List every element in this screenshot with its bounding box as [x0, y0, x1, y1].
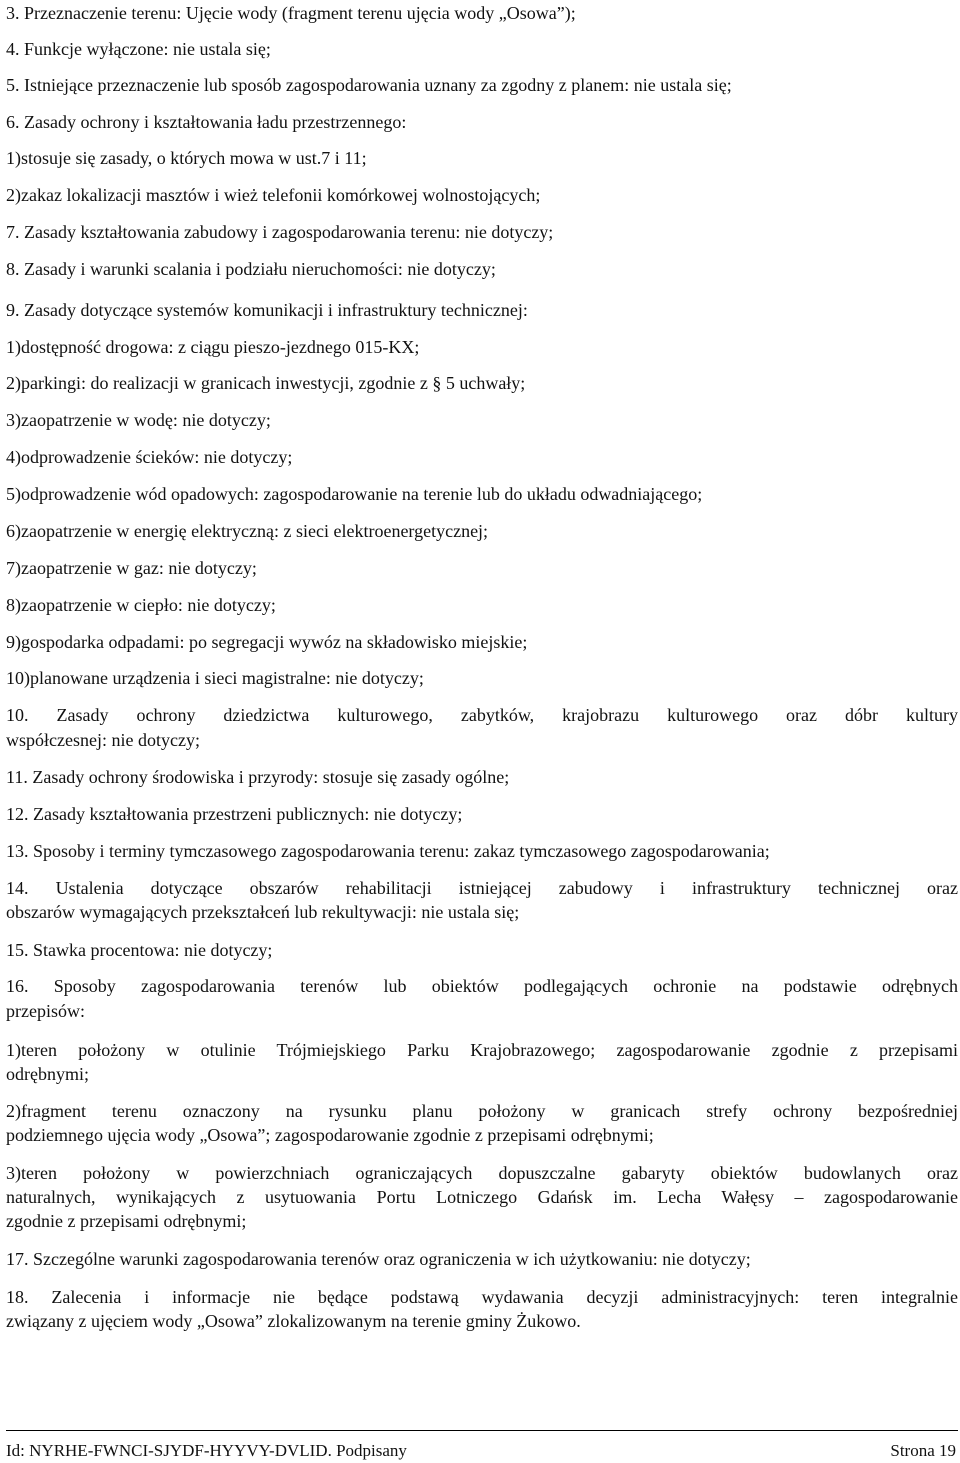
- text-line: 2)parkingi: do realizacji w granicach inwestycji, zgodnie z § 5 uchwały;: [6, 373, 526, 393]
- text-line: 9. Zasady dotyczące systemów komunikacji i infrastruktury technicznej:: [6, 300, 528, 320]
- text-line: 3)zaopatrzenie w wodę: nie dotyczy;: [6, 410, 271, 430]
- text-line: 7. Zasady kształtowania zabudowy i zagospodarowania terenu: nie dotyczy;: [6, 222, 554, 242]
- text-line: 16. Sposoby zagospodarowania terenów lub obiektów podlegających ochronie na podstawie odrębnych: [6, 976, 958, 996]
- text-line: 3. Przeznaczenie terenu: Ujęcie wody (fragment terenu ujęcia wody „Osowa”);: [6, 3, 576, 23]
- text-line: 17. Szczególne warunki zagospodarowania terenów oraz ograniczenia w ich użytkowaniu: nie dotyczy;: [6, 1249, 751, 1269]
- text-line: 1)dostępność drogowa: z ciągu pieszo-jezdnego 015-KX;: [6, 337, 420, 357]
- text-line: współczesnej: nie dotyczy;: [6, 730, 200, 750]
- text-line: 4)odprowadzenie ścieków: nie dotyczy;: [6, 447, 293, 467]
- text-line: 2)zakaz lokalizacji masztów i wież telefonii komórkowej wolnostojących;: [6, 185, 541, 205]
- text-line: 9)gospodarka odpadami: po segregacji wywóz na składowisko miejskie;: [6, 632, 528, 652]
- text-line: naturalnych, wynikających z usytuowania Portu Lotniczego Gdańsk im. Lecha Wałęsy – zagospodarowanie: [6, 1187, 958, 1207]
- text-line: obszarów wymagających przekształceń lub rekultywacji: nie ustala się;: [6, 902, 520, 922]
- text-line: 4. Funkcje wyłączone: nie ustala się;: [6, 39, 271, 59]
- text-line: 14. Ustalenia dotyczące obszarów rehabilitacji istniejącej zabudowy i infrastruktury technicznej oraz: [6, 878, 958, 898]
- text-line: 8)zaopatrzenie w ciepło: nie dotyczy;: [6, 595, 276, 615]
- text-line: zgodnie z przepisami odrębnymi;: [6, 1211, 247, 1231]
- text-line: 2)fragment terenu oznaczony na rysunku planu położony w granicach strefy ochrony bezpośredniej: [6, 1101, 958, 1121]
- text-line: odrębnymi;: [6, 1064, 89, 1084]
- text-line: związany z ujęciem wody „Osowa” zlokalizowanym na terenie gminy Żukowo.: [6, 1311, 581, 1331]
- page-number: Strona 19: [890, 1441, 956, 1460]
- text-line: 1)teren położony w otulinie Trójmiejskiego Parku Krajobrazowego; zagospodarowanie zgodnie z przepisami: [6, 1040, 958, 1060]
- text-line: 8. Zasady i warunki scalania i podziału nieruchomości: nie dotyczy;: [6, 259, 496, 279]
- text-line: 10. Zasady ochrony dziedzictwa kulturowego, zabytków, krajobrazu kulturowego oraz dóbr kultury: [6, 705, 958, 725]
- text-line: 18. Zalecenia i informacje nie będące podstawą wydawania decyzji administracyjnych: teren integralnie: [6, 1287, 958, 1307]
- text-line: 11. Zasady ochrony środowiska i przyrody: stosuje się zasady ogólne;: [6, 767, 510, 787]
- text-line: 15. Stawka procentowa: nie dotyczy;: [6, 940, 273, 960]
- text-line: 3)teren położony w powierzchniach ograniczających dopuszczalne gabaryty obiektów budowlanych oraz: [6, 1163, 958, 1183]
- text-line: 1)stosuje się zasady, o których mowa w ust.7 i 11;: [6, 148, 367, 168]
- footer-document-id: Id: NYRHE-FWNCI-SJYDF-HYYVY-DVLID. Podpisany: [6, 1441, 407, 1460]
- text-line: 6. Zasady ochrony i kształtowania ładu przestrzennego:: [6, 112, 407, 132]
- footer-divider: [6, 1430, 958, 1431]
- text-line: 5)odprowadzenie wód opadowych: zagospodarowanie na terenie lub do układu odwadniającego;: [6, 484, 703, 504]
- text-line: 6)zaopatrzenie w energię elektryczną: z sieci elektroenergetycznej;: [6, 521, 489, 541]
- text-line: przepisów:: [6, 1001, 85, 1021]
- text-line: podziemnego ujęcia wody „Osowa”; zagospodarowanie zgodnie z przepisami odrębnymi;: [6, 1125, 654, 1145]
- text-line: 13. Sposoby i terminy tymczasowego zagospodarowania terenu: zakaz tymczasowego zagospodarowania;: [6, 841, 770, 861]
- text-line: 12. Zasady kształtowania przestrzeni publicznych: nie dotyczy;: [6, 804, 463, 824]
- text-line: 10)planowane urządzenia i sieci magistralne: nie dotyczy;: [6, 668, 424, 688]
- text-line: 5. Istniejące przeznaczenie lub sposób zagospodarowania uznany za zgodny z planem: nie ustala się;: [6, 75, 732, 95]
- text-line: 7)zaopatrzenie w gaz: nie dotyczy;: [6, 558, 257, 578]
